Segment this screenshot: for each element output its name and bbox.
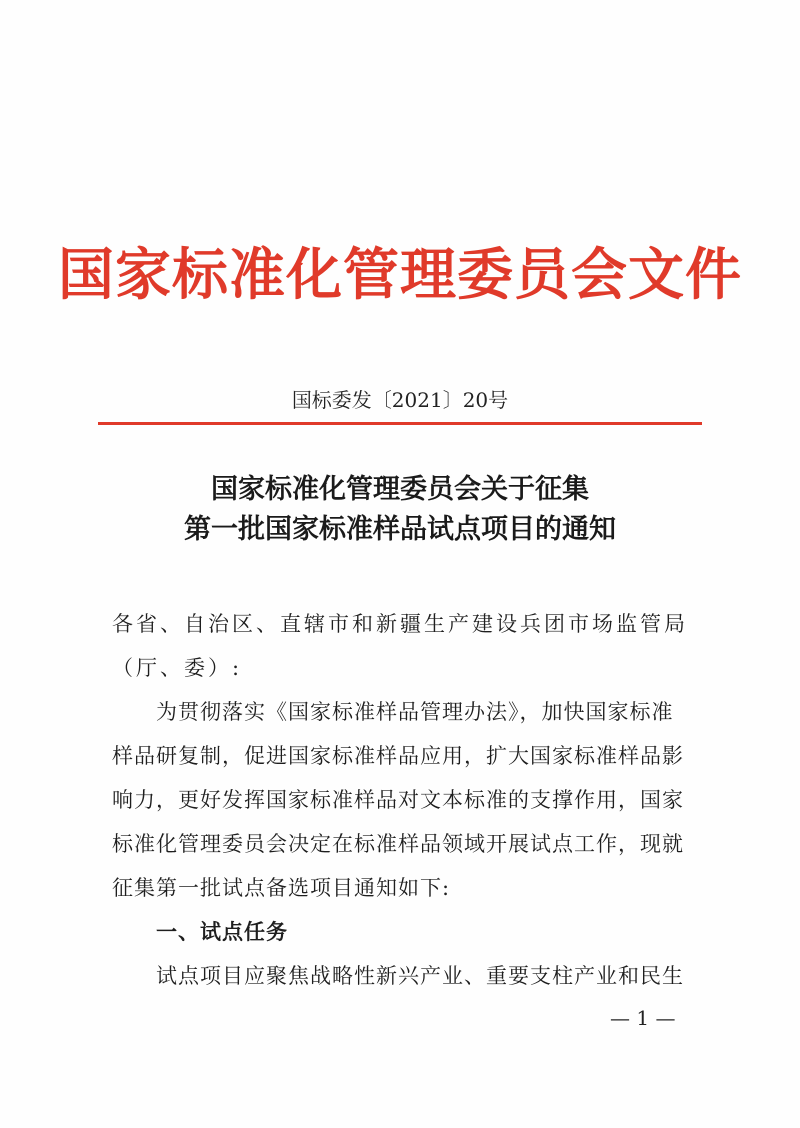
title-line-1: 国家标准化管理委员会关于征集: [211, 474, 589, 505]
paragraph-1-line-2: 样品研复制，促进国家标准样品应用，扩大国家标准样品影: [112, 744, 684, 768]
section-1-heading: 一、试点任务: [156, 920, 288, 944]
paragraph-1-line-1: 为贯彻落实《国家标准样品管理办法》，加快国家标准: [156, 700, 674, 724]
document-number: 国标委发〔2021〕20号: [291, 388, 509, 412]
paragraph-1-line-5: 征集第一批试点备选项目通知如下:: [112, 876, 451, 900]
document-title: [0, 470, 800, 550]
paragraph-1-line-3: 响力，更好发挥国家标准样品对文本标准的支撑作用，国家: [112, 788, 684, 812]
page-number: — 1 —: [610, 1006, 676, 1030]
paragraph-1-line-4: 标准化管理委员会决定在标准样品领域开展试点工作，现就: [112, 832, 684, 856]
organization-header: 国家标准化管理委员会文件: [58, 243, 742, 308]
title-line-2: 第一批国家标准样品试点项目的通知: [184, 514, 616, 545]
red-divider: [98, 422, 702, 425]
paragraph-2-line-1: 试点项目应聚焦战略性新兴产业、重要支柱产业和民生: [156, 964, 684, 988]
addressee-line-2: （厅、委）:: [112, 656, 243, 680]
addressee-line-1: 各省、自治区、直辖市和新疆生产建设兵团市场监管局: [112, 612, 688, 636]
